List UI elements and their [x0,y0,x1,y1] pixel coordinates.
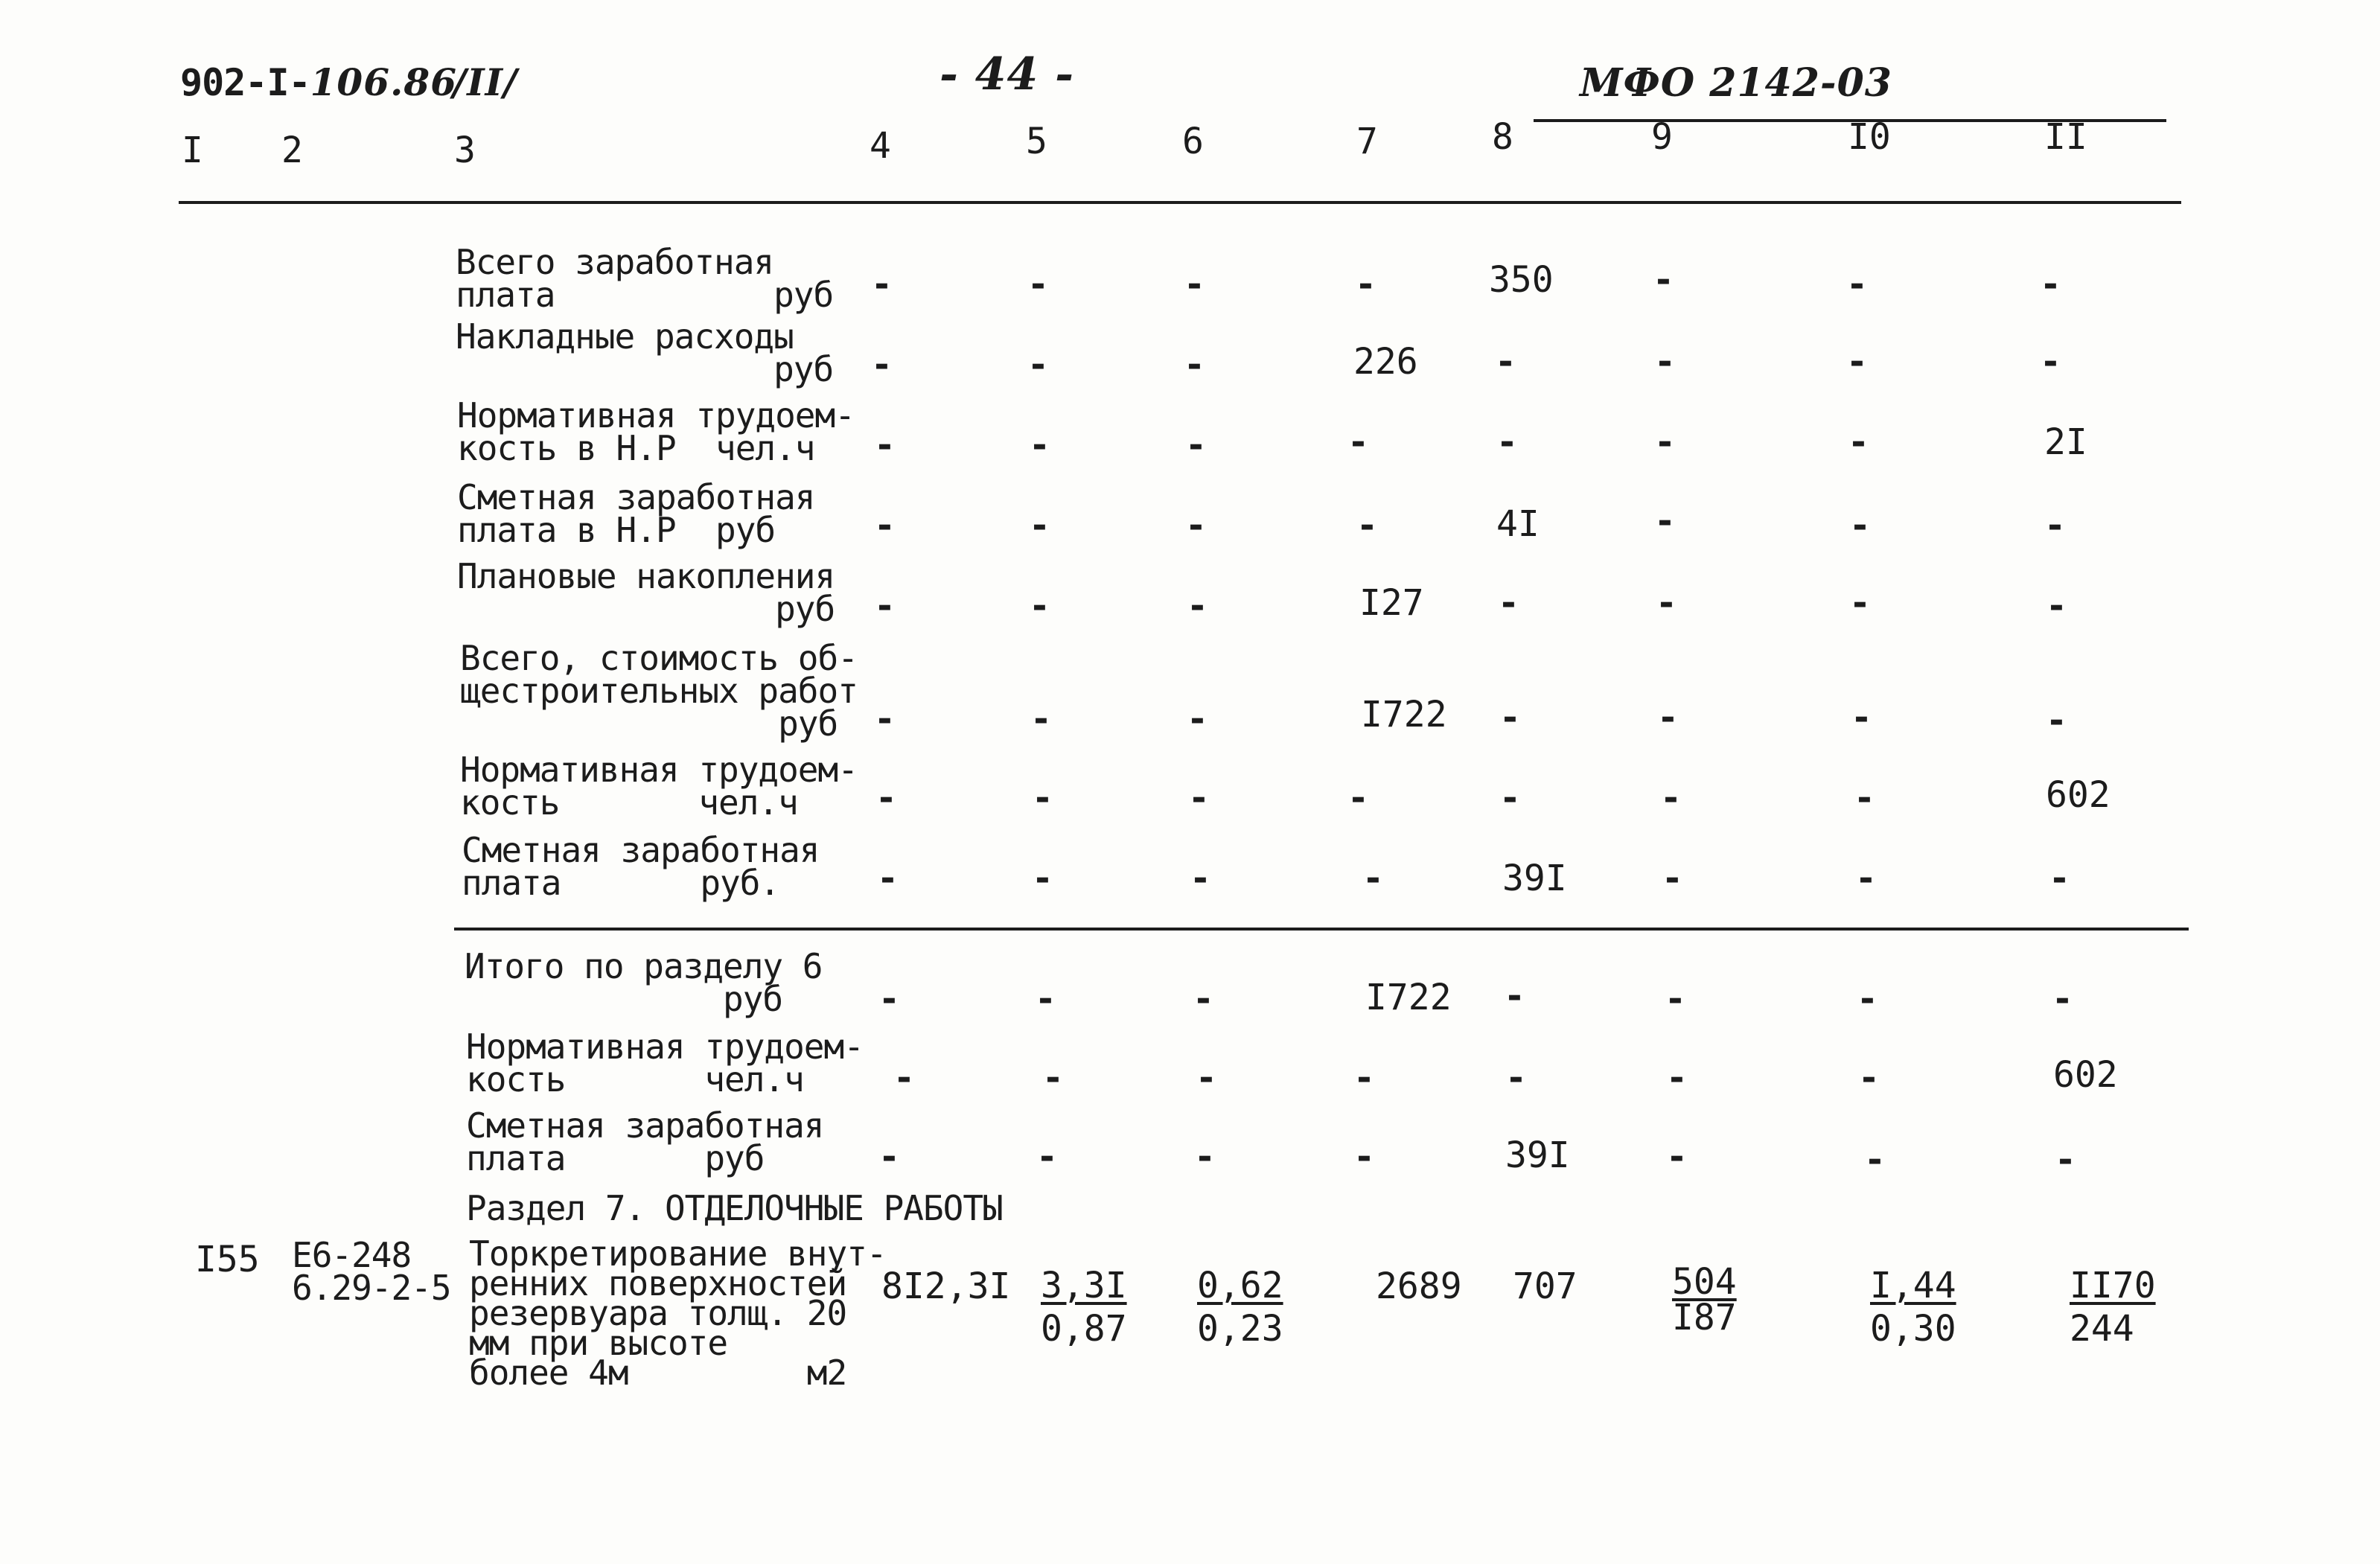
cell-c7: - [1356,505,1378,546]
row-label [466,1105,824,1178]
cell-c10: - [1846,264,1868,305]
cell-c4: - [874,505,896,546]
col-header-10: I0 [1848,116,1891,158]
cell-c4: - [878,978,900,1020]
row-label-line: кость в Н.Р чел.ч [457,428,815,468]
cell-c5: - [1035,978,1056,1020]
item-label [469,1233,887,1393]
item-c6 [1197,1264,1283,1350]
cell-c7: 226 [1353,341,1418,383]
row-label-line: щестроительных работ [460,671,858,711]
item-label-line: ренних поверхностей [469,1263,847,1303]
cell-c6: - [1184,344,1205,386]
item-code-line: Е6-248 [292,1235,412,1275]
cell-c11: - [2040,264,2061,305]
cell-c10: - [1854,777,1875,819]
col-header-9: 9 [1651,116,1673,158]
cell-c10: - [1855,858,1877,899]
cell-c5: - [1029,585,1050,627]
row-label-line: руб [456,349,834,389]
cell-c11: 2I [2044,421,2087,463]
cell-c4: - [871,264,893,305]
cell-c8: 39I [1505,1134,1570,1176]
cell-c4: - [875,777,897,819]
cell-c9: - [1666,1057,1688,1099]
row-label-line: Всего, стоимость об- [460,638,858,678]
item-c11 [2070,1264,2156,1350]
item-c4: 8I2,3I [881,1265,1011,1307]
cell-c7: - [1347,421,1369,463]
item-c11-top: II70 [2070,1265,2156,1306]
page-number: - 44 - [939,48,1075,100]
cell-c11: - [2046,585,2067,627]
cell-c11: - [2055,1139,2076,1181]
cell-c7: I722 [1365,977,1452,1018]
cell-c11: 602 [2053,1054,2118,1096]
cell-c6: - [1193,978,1214,1020]
row-label-line: плата в Н.Р руб [457,510,776,550]
cell-c9: - [1656,582,1677,624]
cell-c8: 39I [1502,858,1567,899]
item-label-line: Торкретирование внут- [469,1233,887,1274]
cell-c10: - [1851,697,1872,738]
cell-c6: - [1184,264,1205,305]
cell-c7: I722 [1361,694,1447,735]
item-code-line: 6.29-2-5 [292,1268,451,1308]
row-label-line: Нормативная трудоем- [466,1027,864,1067]
row-label-line: кость чел.ч [460,782,798,823]
row-label-line: руб [457,589,835,629]
cell-c9: - [1654,500,1676,542]
item-c5-bottom: 0,87 [1041,1308,1127,1350]
row-label-line: Сметная заработная [457,477,815,517]
col-header-7: 7 [1356,121,1378,162]
cell-c10: - [1857,978,1878,1020]
cell-c9: - [1653,259,1674,301]
section-title: Раздел 7. ОТДЕЛОЧНЫЕ РАБОТЫ [466,1188,1003,1228]
cell-c11: - [2040,341,2061,383]
cell-c7: - [1347,777,1369,819]
cell-c5: - [1042,1057,1064,1099]
cell-c8: - [1499,697,1521,738]
item-c10 [1870,1264,1956,1350]
row-label-line: Итого по разделу 6 [465,946,823,986]
row-label [456,316,834,389]
document-code-prefix: 902-I- [180,61,310,104]
row-label [465,946,823,1019]
cell-c11: - [2046,700,2067,741]
cell-c7: - [1355,264,1376,305]
column-header-rule [179,201,2181,204]
cell-c7: I27 [1359,582,1424,624]
col-header-2: 2 [281,130,303,171]
row-label [460,750,858,823]
cell-c9: - [1666,1136,1688,1178]
item-code [292,1235,451,1308]
item-label-line: более 4м м2 [469,1353,847,1393]
col-header-11: II [2044,116,2087,158]
cell-c10: - [1849,505,1871,546]
item-label-line: резервуара толщ. 20 [469,1293,847,1333]
row-label [456,242,834,315]
col-header-3: 3 [454,130,476,171]
cell-c8: - [1505,1057,1527,1099]
row-label-line: Нормативная трудоем- [457,395,855,435]
cell-c11: - [2049,858,2070,899]
row-label-line: Накладные расходы [456,316,794,357]
item-number: I55 [195,1239,260,1280]
cell-c4: - [893,1057,915,1099]
cell-c5: - [1030,698,1052,740]
cell-c4: - [878,1136,900,1178]
cell-c10: - [1849,582,1871,624]
cell-c8: - [1495,341,1516,383]
cell-c11: - [2044,505,2066,546]
cell-c9: - [1654,421,1676,463]
item-c5 [1041,1264,1127,1350]
row-label-line: Сметная заработная [466,1105,824,1146]
section-code: /II/ [453,60,518,104]
item-c9-top: 504 [1672,1261,1737,1303]
cell-c6: - [1185,424,1207,466]
row-label-line: Плановые накопления [457,556,835,596]
cell-c11: 602 [2046,774,2111,816]
cell-c8: - [1504,975,1525,1017]
cell-c6: - [1190,858,1211,899]
col-header-8: 8 [1492,116,1513,158]
cell-c10: - [1858,1057,1880,1099]
cell-c7: - [1362,858,1384,899]
cell-c9: - [1662,858,1683,899]
cell-c7: - [1353,1136,1375,1178]
row-label-line: плата руб [466,1138,765,1178]
cell-c10: - [1848,421,1869,463]
row-label [457,395,855,468]
cell-c10: - [1864,1139,1886,1181]
cell-c8: - [1496,421,1518,463]
cell-c6: - [1185,505,1207,546]
cell-c5: - [1027,344,1049,386]
cell-c5: - [1029,424,1050,466]
stamp-code: МФО 2142-03 [1580,60,1892,106]
cell-c11: - [2052,978,2073,1020]
cell-c6: - [1188,777,1210,819]
row-label-line: руб [465,979,783,1019]
cell-c4: - [874,424,896,466]
cell-c7: - [1353,1057,1375,1099]
row-label-line: плата руб. [462,863,780,903]
item-label-line: мм при высоте [469,1323,728,1363]
item-c10-top: I,44 [1870,1265,1956,1306]
row-label [466,1027,864,1099]
row-label-line: руб [460,703,838,744]
row-label-line: кость чел.ч [466,1059,804,1099]
document-code-handwritten: 106.86 [310,60,457,104]
col-header-1: I [182,130,203,171]
cell-c8: 4I [1496,503,1540,545]
cell-c6: - [1187,585,1208,627]
item-c6-bottom: 0,23 [1197,1308,1283,1350]
section-total-rule [454,928,2189,931]
cell-c6: - [1187,698,1208,740]
col-header-5: 5 [1026,121,1047,162]
cell-c9: - [1654,341,1676,383]
cell-c8: - [1499,777,1521,819]
col-header-6: 6 [1182,121,1204,162]
cell-c6: - [1196,1057,1217,1099]
cell-c8: - [1498,582,1519,624]
cell-c9: - [1657,697,1679,738]
item-c7: 2689 [1376,1265,1462,1307]
row-label-line: Нормативная трудоем- [460,750,858,790]
row-label [462,830,820,903]
cell-c5: - [1036,1136,1058,1178]
item-c8: 707 [1513,1265,1577,1307]
cell-c4: - [874,585,896,627]
item-c6-top: 0,62 [1197,1265,1283,1306]
document-code [180,60,457,104]
cell-c6: - [1194,1136,1216,1178]
row-label [457,556,835,629]
item-c5-top: 3,3I [1041,1265,1127,1306]
cell-c4: - [871,344,893,386]
cell-c9: - [1660,777,1682,819]
item-c10-bottom: 0,30 [1870,1308,1956,1350]
cell-c10: - [1846,341,1868,383]
cell-c4: - [874,698,896,740]
cell-c5: - [1027,264,1049,305]
cell-c8: 350 [1489,259,1554,301]
row-label [460,638,858,744]
item-c9 [1672,1261,1737,1338]
cell-c9: - [1665,978,1686,1020]
item-c11-bottom: 244 [2070,1308,2134,1350]
cell-c5: - [1029,505,1050,546]
cell-c4: - [877,858,899,899]
row-label-line: Всего заработная [456,242,774,282]
row-label-line: плата руб [456,275,834,315]
row-label-line: Сметная заработная [462,830,820,870]
cell-c5: - [1032,777,1053,819]
item-c9-bottom: I87 [1672,1297,1737,1338]
cell-c5: - [1032,858,1053,899]
col-header-4: 4 [870,125,891,167]
row-label [457,477,815,550]
